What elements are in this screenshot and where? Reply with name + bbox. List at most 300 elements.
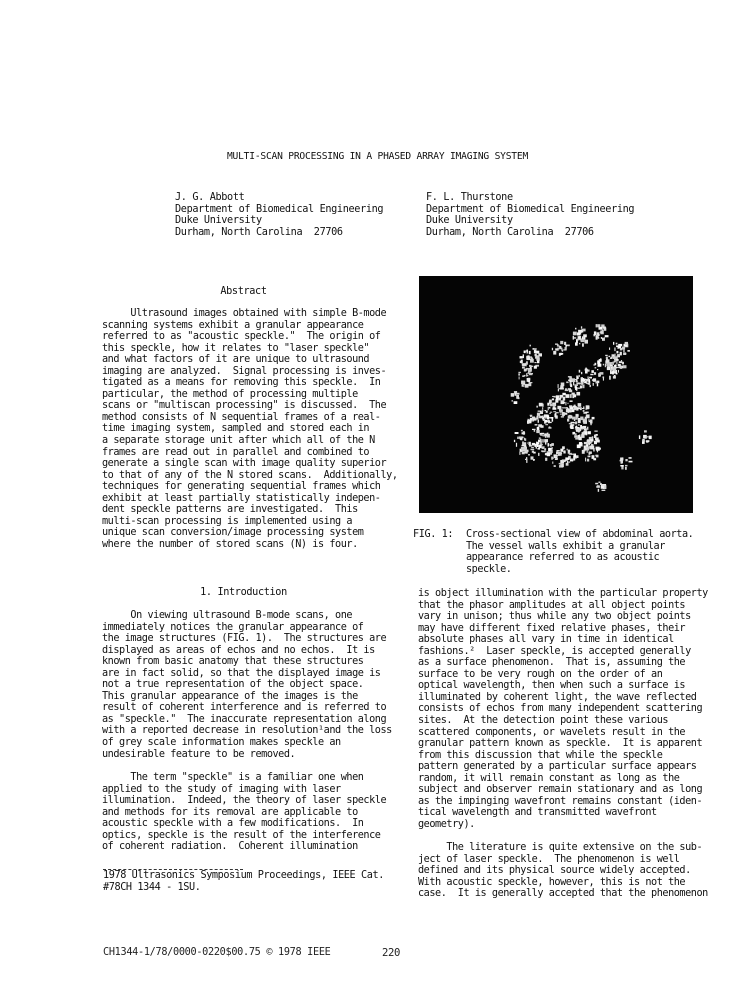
text-line: fashions.² Laser speckle, is accepted generally (418, 645, 691, 657)
text-line: tigated as a means for removing this speckle. In (102, 377, 381, 389)
speckle-dot (516, 395, 519, 399)
speckle-dot (629, 461, 633, 463)
speckle-dot (590, 446, 594, 450)
speckle-dot (613, 376, 616, 379)
speckle-dot (597, 324, 600, 327)
text-line: particular, the method of processing multiple (102, 388, 358, 400)
speckle-dot (583, 419, 586, 421)
speckle-dot (588, 456, 590, 458)
text-line: absolute phases all vary in time in identical (418, 634, 674, 646)
speckle-dot (616, 373, 618, 375)
speckle-dot (531, 449, 535, 451)
speckle-dot (526, 459, 527, 463)
text-line: exhibit at least partially statistically indepen- (102, 492, 381, 504)
text-line: #78CH 1344 - 1SU. (103, 881, 201, 893)
speckle-dot (516, 443, 517, 447)
speckle-dot (561, 348, 562, 351)
speckle-dot (569, 390, 572, 393)
speckle-dot (535, 424, 538, 425)
text-line: and what factors of it are unique to ultrasound (102, 354, 370, 366)
speckle-dot (570, 394, 572, 398)
text-line: appearance referred to as acoustic (466, 552, 660, 564)
speckle-dot (560, 387, 561, 388)
speckle-dot (545, 420, 548, 423)
speckle-dot (573, 337, 576, 338)
speckle-dot (578, 435, 581, 438)
speckle-dot (535, 350, 536, 352)
speckle-dot (528, 419, 529, 421)
speckle-dot (597, 384, 598, 387)
author-location: Durham, North Carolina 27706 (426, 226, 594, 238)
text-line: frames are read out in parallel and combined to (102, 446, 370, 458)
speckle-dot (584, 381, 587, 383)
text-line: illuminated by coherent light, the wave reflected (418, 691, 697, 703)
speckle-dot (545, 437, 546, 438)
text-line: The vessel walls exhibit a granular (466, 540, 665, 552)
speckle-dot (545, 416, 546, 419)
speckle-dot (528, 442, 531, 445)
text-line: The term "speckle" is a familiar one when (102, 772, 364, 783)
speckle-dot (581, 377, 583, 378)
speckle-dot (570, 411, 571, 413)
speckle-dot (595, 367, 597, 368)
speckle-dot (581, 326, 582, 328)
speckle-dot (534, 362, 536, 363)
speckle-dot (639, 435, 640, 439)
text-line: surface to be very rough on the order of an (418, 668, 663, 680)
speckle-dot (580, 407, 582, 410)
speckle-dot (516, 393, 519, 395)
speckle-dot (576, 382, 579, 384)
speckle-dot (625, 467, 627, 470)
speckle-dot (574, 394, 576, 397)
speckle-dot (600, 332, 603, 333)
speckle-dot (569, 378, 571, 381)
speckle-dot (547, 433, 549, 434)
speckle-dot (550, 444, 554, 446)
text-line: may have different fixed relative phases, their (418, 622, 686, 634)
speckle-dot (590, 374, 593, 375)
speckle-dot (542, 439, 543, 443)
speckle-dot (570, 400, 573, 402)
speckle-dot (547, 403, 549, 406)
speckle-dot (548, 443, 550, 446)
speckle-dot (623, 365, 627, 368)
speckle-dot (627, 350, 630, 352)
speckle-dot (616, 367, 620, 368)
speckle-dot (644, 430, 647, 432)
speckle-dot (625, 465, 628, 467)
speckle-dot (578, 424, 579, 426)
abstract-body (102, 308, 398, 550)
speckle-dot (565, 390, 569, 392)
speckle-dot (616, 360, 618, 361)
text-line: with a reported decrease in resolution¹and the loss (102, 725, 392, 737)
speckle-dot (528, 378, 531, 381)
speckle-dot (581, 372, 582, 374)
speckle-dot (568, 416, 571, 419)
speckle-dot (582, 408, 584, 409)
speckle-dot (588, 406, 590, 409)
figure-caption-text (466, 529, 693, 575)
speckle-dot (594, 435, 597, 438)
speckle-dot (578, 339, 581, 341)
speckle-dot (618, 364, 621, 367)
speckle-dot (539, 437, 541, 439)
author-location: Durham, North Carolina 27706 (175, 226, 343, 238)
text-line: of coherent radiation. Coherent illumination (102, 841, 358, 853)
speckle-dot (589, 451, 592, 454)
speckle-dot (532, 451, 534, 453)
speckle-dot (538, 424, 542, 427)
speckle-dot (579, 370, 581, 373)
speckle-dot (601, 486, 604, 489)
text-line: Cross-sectional view of abdominal aorta. (466, 529, 694, 540)
speckle-dot (603, 364, 604, 366)
text-line: that the phasor amplitudes at all object points (418, 599, 686, 611)
speckle-dot (560, 388, 564, 389)
speckle-dot (596, 440, 600, 443)
speckle-dot (583, 410, 585, 412)
speckle-dot (543, 435, 546, 436)
speckle-dot (572, 417, 576, 420)
speckle-dot (575, 427, 577, 428)
speckle-dot (596, 336, 598, 340)
speckle-dot (552, 398, 554, 400)
speckle-dot (545, 441, 546, 445)
speckle-dot (564, 342, 566, 345)
speckle-dot (552, 348, 553, 351)
speckle-dot (595, 382, 598, 383)
speckle-dot (554, 465, 556, 466)
speckle-dot (527, 356, 529, 358)
speckle-dot (596, 324, 598, 327)
speckle-dot (556, 450, 559, 452)
text-line: generate a single scan with image quality superior (102, 458, 387, 470)
speckle-dot (594, 331, 596, 335)
speckle-dot (603, 327, 606, 329)
speckle-dot (529, 351, 531, 354)
speckle-dot (576, 409, 577, 411)
speckle-dot (608, 366, 610, 370)
speckle-dot (614, 348, 615, 352)
speckle-dot (545, 424, 548, 425)
speckle-dot (585, 458, 586, 462)
speckle-dot (588, 447, 590, 448)
speckle-dot (580, 417, 583, 421)
speckle-dot (562, 407, 566, 408)
speckle-dot (519, 377, 520, 380)
speckle-dot (583, 420, 587, 424)
speckle-dot (552, 447, 553, 449)
speckle-dot (596, 447, 600, 451)
text-line: and methods for its removal are applicable to (102, 806, 358, 818)
speckle-dot (542, 444, 543, 446)
speckle-dot (514, 440, 515, 442)
speckle-dot (517, 437, 519, 439)
text-line: method consists of N sequential frames of a real- (102, 411, 381, 423)
speckle-dot (599, 360, 600, 362)
speckle-dot (593, 383, 594, 386)
speckle-dot (524, 369, 527, 372)
speckle-dot (578, 418, 580, 420)
speckle-dot (529, 373, 533, 375)
speckle-dot (644, 436, 646, 439)
speckle-dot (518, 372, 521, 373)
speckle-dot (612, 362, 614, 365)
speckle-dot (616, 345, 620, 347)
text-line: this speckle, how it relates to "laser speckle" (102, 342, 370, 354)
speckle-dot (585, 368, 587, 372)
text-line: optical wavelength, then when such a surface is (418, 680, 686, 692)
speckle-dot (571, 459, 575, 460)
author-block-2 (426, 192, 634, 238)
speckle-dot (542, 416, 545, 417)
text-line: tical wavelength and transmitted wavefront (418, 807, 657, 819)
speckle-dot (574, 420, 575, 421)
text-line: displayed as areas of echos and no echos. It is (102, 644, 375, 656)
speckle-dot (561, 463, 564, 467)
speckle-dot (528, 369, 531, 373)
speckle-dot (541, 446, 545, 447)
speckle-dot (588, 419, 589, 420)
speckle-dot (585, 432, 587, 434)
text-line: With acoustic speckle, however, this is not the (418, 876, 686, 888)
speckle-dot (515, 432, 519, 434)
speckle-dot (584, 448, 585, 451)
text-line: granular pattern known as speckle. It is apparent (418, 738, 703, 750)
speckle-dot (522, 437, 524, 439)
text-line: vary in unison; thus while any two object points (418, 611, 691, 623)
speckle-dot (581, 339, 584, 342)
speckle-dot (528, 454, 530, 456)
speckle-dot (553, 411, 556, 412)
speckle-dot (573, 407, 576, 408)
speckle-dot (601, 337, 602, 339)
speckle-dot (649, 436, 652, 440)
text-line: where the number of stored scans (N) is four. (102, 538, 358, 550)
author-name: F. L. Thurstone (426, 192, 513, 203)
speckle-dot (538, 448, 541, 450)
speckle-dot (512, 400, 513, 402)
speckle-scan (419, 276, 693, 513)
speckle-dot (577, 445, 581, 449)
speckle-dot (561, 400, 564, 401)
text-line: imaging are analyzed. Signal processing is inves- (102, 365, 387, 377)
author-block-1 (175, 192, 383, 238)
speckle-dot (580, 425, 582, 428)
speckle-dot (537, 355, 539, 358)
speckle-dot (551, 457, 553, 460)
speckle-dot (558, 389, 559, 392)
speckle-dot (573, 332, 577, 336)
text-line: to that of any of the N stored scans. Additionally, (102, 469, 398, 481)
speckle-dot (590, 385, 591, 387)
speckle-dot (561, 416, 564, 418)
speckle-dot (563, 402, 565, 403)
speckle-dot (527, 421, 530, 423)
speckle-dot (552, 396, 555, 397)
speckle-dot (587, 427, 588, 430)
speckle-dot (519, 452, 520, 455)
speckle-dot (557, 344, 559, 346)
text-line: sites. At the detection point these various (418, 715, 669, 727)
speckle-dot (522, 442, 526, 445)
speckle-dot (599, 372, 603, 375)
introduction-heading: 1. Introduction (200, 587, 287, 598)
speckle-dot (526, 375, 528, 376)
speckle-dot (629, 457, 632, 459)
speckle-dot (549, 400, 552, 404)
speckle-dot (594, 431, 597, 432)
speckle-dot (588, 383, 591, 385)
speckle-dot (604, 337, 605, 341)
speckle-dot (576, 414, 579, 416)
speckle-dot (557, 348, 560, 350)
text-line: result of coherent interference and is referred to (102, 702, 387, 714)
abstract-heading: Abstract (220, 286, 267, 297)
text-line: defined and its physical source widely accepted. (418, 865, 691, 877)
speckle-dot (584, 428, 587, 430)
speckle-dot (547, 416, 549, 420)
speckle-dot (549, 413, 550, 414)
speckle-dot (523, 354, 524, 358)
author-university: Duke University (175, 215, 262, 227)
speckle-dot (579, 442, 582, 445)
speckle-dot (605, 364, 606, 368)
text-line: speckle. (466, 563, 512, 575)
speckle-dot (609, 348, 610, 350)
speckle-dot (588, 370, 590, 372)
speckle-dot (612, 371, 614, 375)
speckle-dot (587, 459, 589, 462)
speckle-dot (560, 346, 561, 348)
speckle-dot (538, 411, 542, 412)
speckle-dot (550, 404, 552, 407)
speckle-dot (583, 412, 587, 414)
speckle-dot (540, 439, 542, 442)
speckle-dot (522, 441, 524, 442)
speckle-dot (584, 379, 586, 380)
speckle-dot (529, 445, 532, 447)
speckle-dot (526, 361, 528, 364)
speckle-dot (579, 343, 580, 344)
speckle-dot (576, 376, 578, 380)
speckle-dot (526, 357, 530, 360)
speckle-dot (580, 336, 581, 339)
speckle-dot (568, 462, 570, 463)
speckle-dot (610, 357, 611, 359)
speckle-dot (565, 347, 567, 350)
speckle-dot (593, 458, 596, 460)
speckle-dot (552, 408, 556, 410)
speckle-dot (540, 433, 542, 435)
text-line: illumination. Indeed, the theory of laser speckle (102, 795, 387, 807)
speckle-dot (531, 447, 534, 448)
speckle-dot (576, 392, 580, 396)
speckle-dot (559, 353, 562, 355)
speckle-dot (524, 452, 528, 454)
speckle-dot (577, 407, 580, 409)
speckle-dot (554, 351, 556, 354)
speckle-dot (590, 420, 593, 424)
speckle-dot (525, 384, 529, 388)
speckle-dot (562, 412, 565, 416)
introduction-paragraph-2 (102, 772, 386, 853)
speckle-dot (533, 348, 535, 350)
text-line: a separate storage unit after which all of the N (102, 435, 375, 447)
speckle-dot (620, 352, 622, 356)
speckle-dot (575, 426, 577, 427)
speckle-dot (605, 335, 609, 337)
speckle-dot (535, 418, 539, 419)
speckle-dot (620, 465, 624, 467)
speckle-dot (531, 358, 533, 360)
paper-title: MULTI-SCAN PROCESSING IN A PHASED ARRAY IMAGING SYSTEM (226, 151, 529, 162)
speckle-dot (511, 393, 514, 397)
speckle-dot (583, 329, 586, 332)
speckle-dot (546, 434, 550, 438)
text-line: On viewing ultrasound B-mode scans, one (102, 610, 353, 621)
speckle-dot (618, 356, 620, 358)
speckle-dot (574, 435, 577, 438)
copyright-footer: CH1344-1/78/0000-0220$00.75 © 1978 IEEE (103, 947, 331, 958)
speckle-dot (540, 435, 542, 436)
figure-1-caption (413, 529, 694, 575)
speckle-dot (593, 380, 596, 381)
speckle-dot (573, 406, 576, 407)
speckle-dot (613, 342, 614, 345)
text-line: case. It is generally accepted that the phenomenon (418, 888, 708, 900)
speckle-dot (556, 412, 559, 413)
speckle-dot (548, 420, 550, 424)
speckle-dot (585, 340, 589, 344)
speckle-dot (534, 430, 535, 432)
speckle-dot (625, 459, 627, 461)
speckle-dot (592, 417, 595, 419)
right-column-paragraph-2 (418, 842, 708, 900)
speckle-dot (572, 378, 576, 382)
speckle-dot (602, 490, 606, 491)
speckle-dot (588, 378, 589, 382)
speckle-dot (545, 458, 547, 461)
speckle-dot (544, 448, 546, 450)
speckle-dot (521, 360, 523, 364)
speckle-dot (532, 417, 535, 419)
speckle-dot (575, 387, 577, 390)
speckle-dot (566, 463, 569, 466)
author-department: Department of Biomedical Engineering (426, 203, 635, 215)
speckle-dot (530, 415, 532, 417)
speckle-dot (598, 364, 602, 367)
speckle-dot (589, 379, 590, 382)
speckle-dot (542, 409, 544, 412)
speckle-dot (598, 489, 599, 492)
speckle-dot (608, 356, 610, 357)
speckle-dot (547, 453, 550, 457)
text-line: The literature is quite extensive on the sub- (418, 842, 703, 853)
speckle-dot (531, 456, 534, 459)
speckle-dot (541, 450, 544, 451)
speckle-dot (518, 373, 519, 375)
speckle-dot (553, 458, 554, 459)
speckle-dot (613, 356, 614, 359)
speckle-dot (558, 384, 559, 388)
figure-label: FIG. 1: (413, 529, 454, 540)
speckle-dot (560, 414, 562, 415)
text-line: referred to as "acoustic speckle." The origin of (102, 331, 381, 343)
speckle-dot (625, 353, 627, 354)
